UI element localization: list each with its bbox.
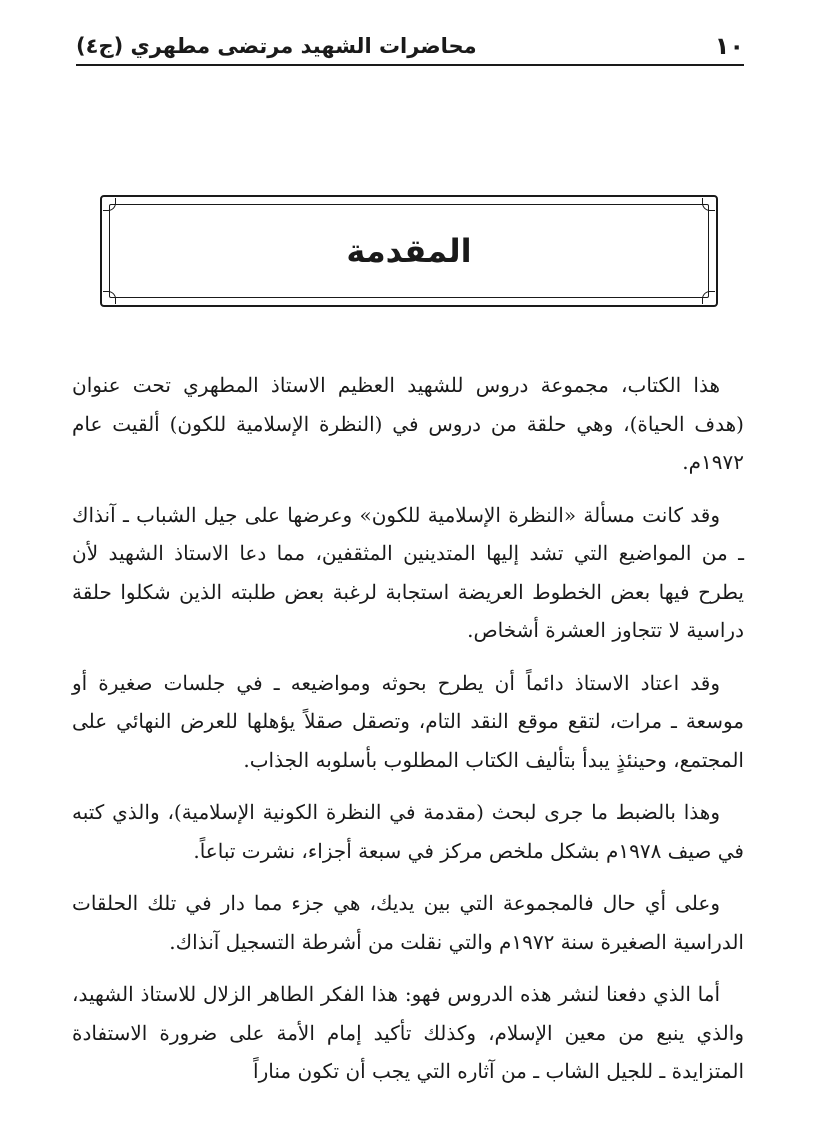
section-title-frame [100, 195, 718, 307]
paragraph: وعلى أي حال فالمجموعة التي بين يديك، هي جزء مما دار في تلك الحلقات الدراسية الصغيرة سنة ١٩٧٢م والتي نقلت من أشرطة التسجيل آنذاك. [72, 891, 744, 954]
paragraph: وقد اعتاد الاستاذ دائماً أن يطرح بحوثه ومواضيعه ـ في جلسات صغيرة أو موسعة ـ مرات، لتقع موقع النقد التام، وتصقل صقلاً يؤهلها للعرض النهائي على المجتمع، وحينئذٍ يبدأ بتأليف الكتاب المطلوب بأسلوبه الجذاب. [72, 670, 744, 772]
body-text [72, 366, 744, 1105]
page-number: ١٠ [714, 32, 744, 60]
frame-corner-ornament [702, 291, 715, 304]
paragraph: وقد كانت مسألة «النظرة الإسلامية للكون» وعرضها على جيل الشباب ـ آنذاك ـ من المواضيع التي تشد إليها المتدينين المثقفين، مما دعا الاستاذ الشهيد لأن يطرح فيها بعض الخطوط العريضة استجابة لرغبة بعض طلبته الذين شكلوا حلقة دراسية لا تتجاوز العشرة أشخاص. [72, 502, 744, 642]
header-rule [76, 64, 744, 66]
running-header [76, 30, 744, 62]
frame-corner-ornament [702, 198, 715, 211]
section-title: المقدمة [346, 232, 472, 270]
paragraph: وهذا بالضبط ما جرى لبحث (مقدمة في النظرة الكونية الإسلامية)، والذي كتبه في صيف ١٩٧٨م بشكل ملخص مركز في سبعة أجزاء، نشرت تباعاً. [72, 800, 744, 863]
paragraph: هذا الكتاب، مجموعة دروس للشهيد العظيم الاستاذ المطهري تحت عنوان (هدف الحياة)، وهي حلقة من دروس في (النظرة الإسلامية للكون) ألقيت عام ١٩٧٢م. [72, 373, 744, 474]
frame-corner-ornament [103, 291, 116, 304]
running-header-title: محاضرات الشهيد مرتضى مطهري (ج٤) [76, 34, 477, 58]
paragraph: أما الذي دفعنا لنشر هذه الدروس فهو: هذا الفكر الطاهر الزلال للاستاذ الشهيد، والذي ينبع من معين الإسلام، وكذلك تأكيد إمام الأمة على ضرورة الاستفادة المتزايدة ـ للجيل الشاب ـ من آثاره التي يجب أن تكون مناراً [72, 982, 744, 1083]
